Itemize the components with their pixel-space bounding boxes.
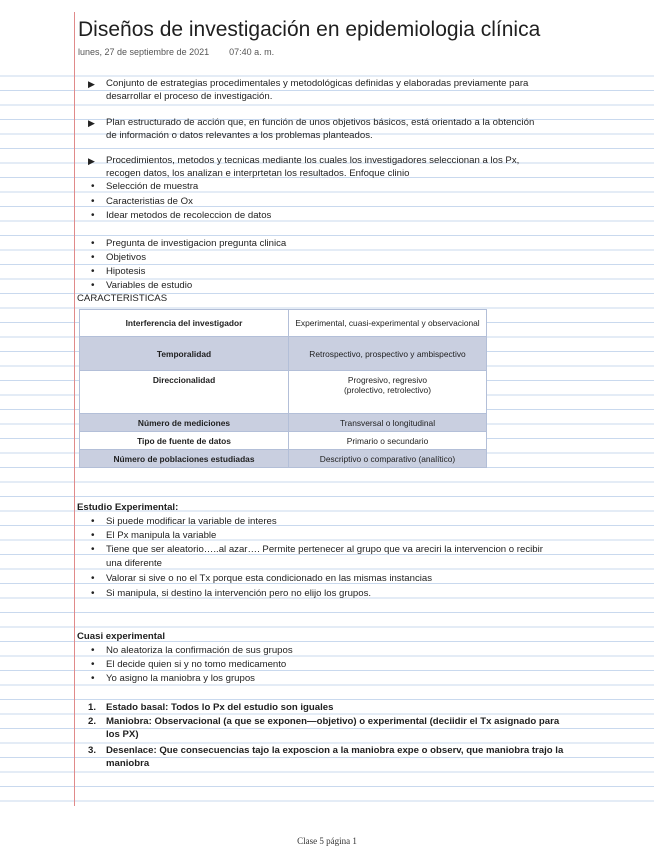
table-key-cell: Tipo de fuente de datos xyxy=(80,432,289,450)
numbered-line: Maniobra: Observacional (a que se exponen—objetivo) o experimental (deciidir el Tx asignado para xyxy=(106,716,560,727)
table-value-cell: Descriptivo o comparativo (analítico) xyxy=(289,450,487,468)
table-row xyxy=(80,310,487,337)
table-key-cell: Número de poblaciones estudiadas xyxy=(80,450,289,468)
list-item: Yo asigno la maniobra y los grupos xyxy=(106,673,255,684)
list-item: Hipotesis xyxy=(106,266,146,277)
numbered-line: maniobra xyxy=(106,757,150,769)
list-item: Tiene que ser aleatorio…..al azar…. Permite pertenecer al grupo que va areciri la intervencion o recibir xyxy=(106,544,543,555)
bullet-icon: • xyxy=(91,516,95,527)
list-item: Si puede modificar la variable de interes xyxy=(106,516,277,527)
table-value-cell: Primario o secundario xyxy=(289,432,487,450)
arrow-bullet-icon: ▶ xyxy=(88,118,95,128)
bullet-icon: • xyxy=(91,238,95,249)
intro-line: Procedimientos, metodos y tecnicas mediante los cuales los investigadores seleccionan a los Px, xyxy=(106,155,520,166)
number-marker: 3. xyxy=(88,745,97,756)
intro-point xyxy=(106,155,519,180)
numbered-line: los PX) xyxy=(106,728,139,740)
intro-line: recogen datos, los analizan e interprtetan los resultados. Enfoque clinio xyxy=(106,167,410,179)
page-title[interactable]: Diseños de investigación en epidemiologia clínica xyxy=(78,18,541,41)
arrow-bullet-icon: ▶ xyxy=(88,156,95,166)
list-item: Selección de muestra xyxy=(106,181,199,192)
numbered-line: Estado basal: Todos lo Px del estudio son iguales xyxy=(106,702,334,713)
page-date xyxy=(78,47,274,57)
table-row xyxy=(80,432,487,450)
number-marker: 1. xyxy=(88,702,97,713)
intro-line: de información o datos relevantes a los problemas planteados. xyxy=(106,129,373,141)
arrow-bullet-icon: ▶ xyxy=(88,79,95,89)
table-row xyxy=(80,371,487,414)
list-item: Si manipula, si destino la intervención pero no elijo los grupos. xyxy=(106,588,372,599)
list-item-continuation: una diferente xyxy=(106,558,163,569)
bullet-icon: • xyxy=(91,659,95,670)
experimental-heading: Estudio Experimental: xyxy=(77,502,179,513)
table-row xyxy=(80,450,487,468)
list-item: Idear metodos de recoleccion de datos xyxy=(106,210,272,221)
table-value-line: (prolectivo, retrolectivo) xyxy=(343,385,432,395)
bullet-icon: • xyxy=(91,252,95,263)
intro-line: Plan estructurado de acción que, en función de unos objetivos básicos, está orientado a la obtención xyxy=(106,117,535,128)
list-item: No aleatoriza la confirmación de sus grupos xyxy=(106,645,293,656)
list-item: Caracteristias de Ox xyxy=(106,196,193,207)
table-key-cell: Interferencia del investigador xyxy=(80,310,289,337)
page-footer: Clase 5 página 1 xyxy=(297,836,357,846)
number-marker: 2. xyxy=(88,716,97,727)
margin-line xyxy=(74,12,75,806)
cuasi-heading: Cuasi experimental xyxy=(77,631,165,642)
time-text: 07:40 a. m. xyxy=(229,47,275,57)
list-item: Valorar si sive o no el Tx porque esta condicionado en las mismas instancias xyxy=(106,573,432,584)
table-value-cell: Transversal o longitudinal xyxy=(289,414,487,432)
table-value-cell: Experimental, cuasi-experimental y observacional xyxy=(289,310,487,337)
intro-point xyxy=(106,117,534,142)
list-item: El decide quien si y no tomo medicamento xyxy=(106,659,287,670)
numbered-item xyxy=(106,716,559,741)
bullet-icon: • xyxy=(91,210,95,221)
table-value-line: Progresivo, regresivo xyxy=(347,375,428,385)
bullet-icon: • xyxy=(91,266,95,277)
list-item: Objetivos xyxy=(106,252,146,263)
numbered-item xyxy=(106,702,333,715)
table-key-cell: Direccionalidad xyxy=(80,371,289,414)
bullet-icon: • xyxy=(91,280,95,291)
bullet-icon: • xyxy=(91,673,95,684)
bullet-icon: • xyxy=(91,530,95,541)
date-text: lunes, 27 de septiembre de 2021 xyxy=(78,47,210,57)
characteristics-table xyxy=(79,309,487,468)
bullet-icon: • xyxy=(91,588,95,599)
intro-line: desarrollar el proceso de investigación. xyxy=(106,90,273,102)
table-row xyxy=(80,414,487,432)
bullet-icon: • xyxy=(91,645,95,656)
section-label: CARACTERISTICAS xyxy=(77,293,168,304)
numbered-line: Desenlace: Que consecuencias tajo la exposcion a la maniobra expe o observ, que maniobra trajo la xyxy=(106,745,564,756)
table-row xyxy=(80,337,487,371)
list-item: Variables de estudio xyxy=(106,280,193,291)
table-value-cell xyxy=(289,371,487,414)
table-key-cell: Temporalidad xyxy=(80,337,289,371)
numbered-item xyxy=(106,745,563,770)
table-value-cell: Retrospectivo, prospectivo y ambispectivo xyxy=(289,337,487,371)
bullet-icon: • xyxy=(91,573,95,584)
bullet-icon: • xyxy=(91,181,95,192)
table-key-cell: Número de mediciones xyxy=(80,414,289,432)
intro-line: Conjunto de estrategias procedimentales y metodológicas definidas y elaboradas previamente para xyxy=(106,78,529,89)
list-item: El Px manipula la variable xyxy=(106,530,217,541)
list-item: Pregunta de investigacion pregunta clinica xyxy=(106,238,287,249)
bullet-icon: • xyxy=(91,196,95,207)
intro-point xyxy=(106,78,528,103)
bullet-icon: • xyxy=(91,544,95,555)
